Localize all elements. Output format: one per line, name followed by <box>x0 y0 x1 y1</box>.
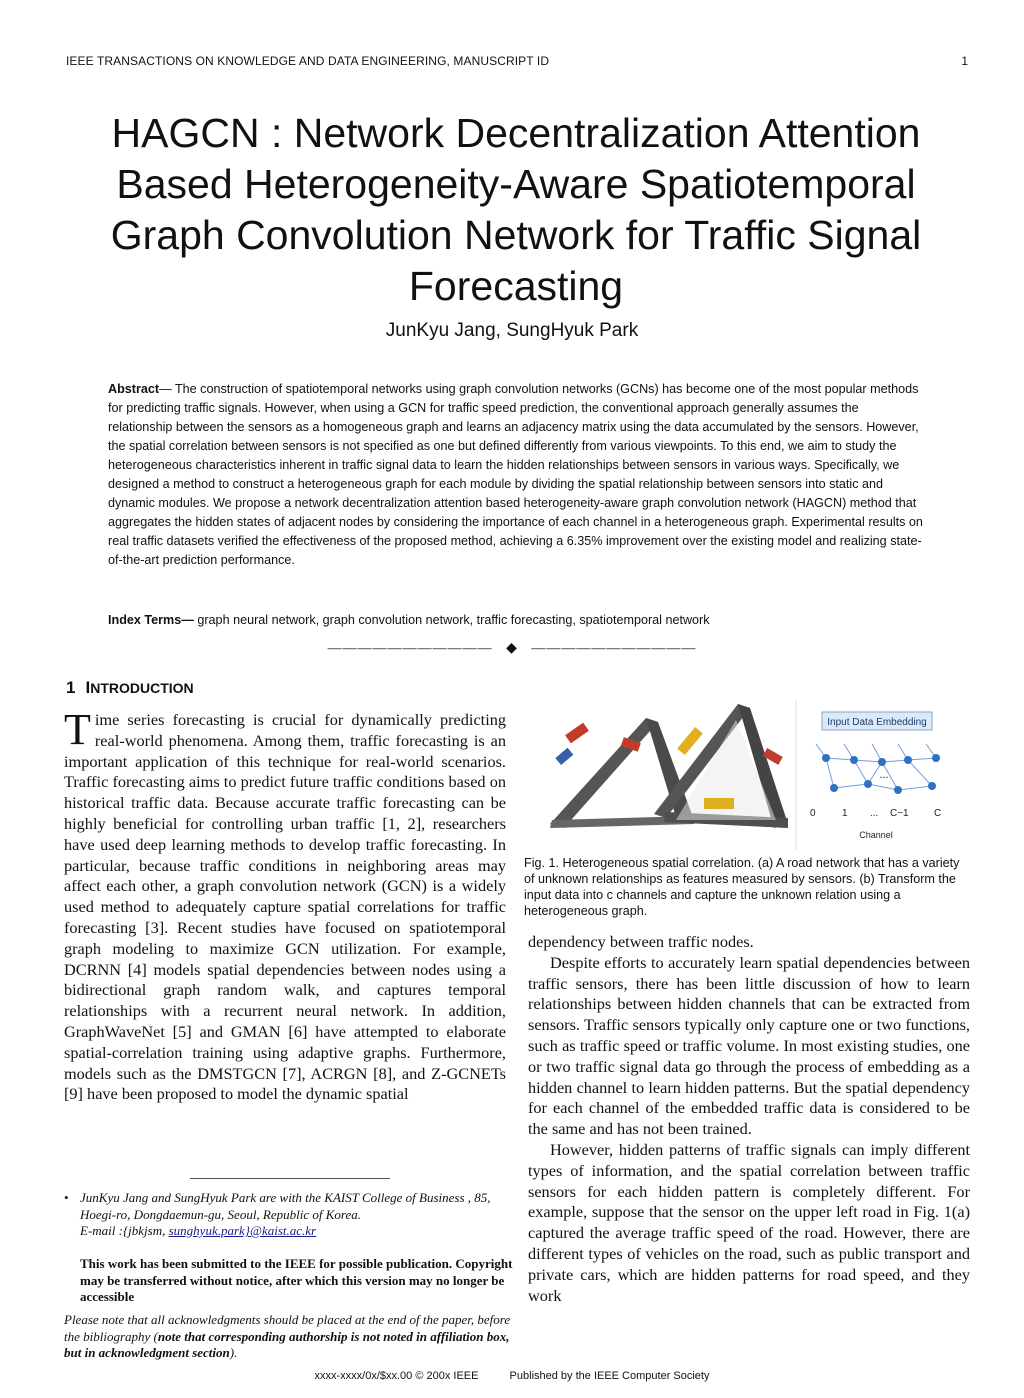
submission-notice: This work has been submitted to the IEEE for possible publication. Copyright may be transferred without notice, after which this version may no longer be accessible <box>80 1256 513 1304</box>
footnote-rule <box>190 1178 390 1179</box>
figure-1 <box>526 700 976 850</box>
graph-node <box>894 786 902 794</box>
section-number: 1 <box>66 678 76 697</box>
car-icon <box>565 723 589 744</box>
diamond-icon: ◆ <box>506 641 518 656</box>
section-heading-introduction <box>66 678 194 698</box>
footer-copyright: xxxx-xxxx/0x/$xx.00 © 200x IEEE <box>314 1370 479 1382</box>
index-terms-dash: — <box>181 613 198 627</box>
affiliation-text: JunKyu Jang and SungHyuk Park are with the KAIST College of Business , 85, Hoegi-ro, Dongdaemun-gu, Seoul, Republic of Korea. <box>80 1190 491 1222</box>
running-head: IEEE TRANSACTIONS ON KNOWLEDGE AND DATA ENGINEERING, MANUSCRIPT ID <box>66 54 550 68</box>
index-terms-label: Index Terms <box>108 613 182 627</box>
drop-cap: T <box>64 705 91 754</box>
graph-node <box>864 780 872 788</box>
ack-end: ). <box>229 1345 238 1360</box>
right-paragraph-continuation: dependency between traffic nodes. <box>528 932 754 951</box>
abstract <box>108 380 926 570</box>
bus-icon <box>677 727 703 755</box>
right-paragraph-2: Despite efforts to accurately learn spatial dependencies between traffic sensors, there has been little discussion of how to learn relationships between hidden channels that can be extracted from sensors. Traffic sensors typically only capture one or two functions, such as traffic speed or traffic volume. In most existing studies, one or two traffic signal data go through the process of embedding as a hidden channel to learn hidden patterns. But the spatial dependency for each channel of the embedded traffic data is considered to be the same and has not been trained. <box>528 952 970 1139</box>
abstract-text: The construction of spatiotemporal networks using graph convolution networks (GCNs) has become one of the most popular methods for predicting traffic signals. However, when using a GCN for traffic speed prediction, the conventional approach generally assumes the relationship between the sensors as a homogeneous graph and learns an adjacency matrix using the data accumulated by the sensors. However, the spatial correlation between sensors is not specified as one but defined differently from various viewpoints. To this end, we aim to study the heterogeneous characteristics inherent in traffic signal data to learn the hidden relationships between sensors in various ways. Specifically, we designed a method to construct a heterogeneous graph for each module by dividing the spatial relationship between sensors into static and dynamic modules. We propose a network decentralization attention based heterogeneity-aware graph convolution network (HAGCN) method that aggregates the hidden states of adjacent nodes by considering the importance of each channel in a heterogeneous graph. Experimental results on real traffic datasets verified the effectiveness of the proposed method, achieving a 6.35% improvement over the existing model and realizing state-of-the-art prediction performance. <box>108 382 923 567</box>
graph-node <box>830 784 838 792</box>
acknowledgment-note <box>64 1312 514 1362</box>
section-title-rest: NTRODUCTION <box>90 680 194 696</box>
graph-ellipsis: ... <box>879 769 889 781</box>
right-column-text <box>528 932 970 1306</box>
figure-1-caption: Fig. 1. Heterogeneous spatial correlation. (a) A road network that has a variety of unknown relationships as features measured by sensors. (b) Transform the input data into c channels and capture the unknown relation using a heterogeneous graph. <box>524 856 960 918</box>
car-icon <box>555 748 573 765</box>
graph-node <box>850 756 858 764</box>
footer-publisher: Published by the IEEE Computer Society <box>509 1370 710 1382</box>
section-divider <box>0 640 1024 657</box>
footnote-bullet: • <box>64 1190 69 1205</box>
authors: JunKyu Jang, SungHyuk Park <box>385 320 639 341</box>
index-terms-text: graph neural network, graph convolution network, traffic forecasting, spatiotemporal network <box>197 613 710 627</box>
embedding-label: Input Data Embedding <box>827 717 927 728</box>
graph-node <box>904 756 912 764</box>
ack-bold: note that corresponding authorship is not noted in affiliation box, but in acknowledgment section <box>64 1328 510 1360</box>
channel-axis-label: Channel <box>859 830 893 840</box>
page-footer <box>0 1370 1024 1382</box>
channel-tick: 0 <box>810 808 816 819</box>
intro-paragraph: ime series forecasting is crucial for dynamically predicting real-world phenomena. Among them, traffic forecasting is an important application of this technique for real-world scenarios. Traffic forecasting aims to predict future traffic conditions based on historical traffic data. Because accurate traffic forecasting can be highly beneficial for controlling urban traffic [1, 2], researchers have used deep learning methods to develop traffic forecasting. In particular, because traffic conditions in neighboring areas may affect each other, a graph convolution network (GCN) is a widely used method to adequately capture spatial correlations for traffic forecasting [3]. Recent studies have focused on spatiotemporal graph modeling to maximize GCN utilization. For example, DCRNN [4] models spatial dependencies between nodes using a bidirectional graph random walk, and captures temporal relationships with a recurrent neural network. In addition, GraphWaveNet [5] and GMAN [6] have attempted to elaborate spatial-correlation training using adaptive graphs. Furthermore, models such as the DMSTGCN [7], ACRGN [8], and Z-GCNETs [9] have been proposed to model the dynamic spatial <box>64 710 506 1104</box>
graph-node <box>878 758 886 766</box>
abstract-label: Abstract <box>108 382 160 396</box>
left-column-text <box>64 705 506 1105</box>
road-network-illustration <box>550 704 788 828</box>
divider-line-right: ——————————— <box>531 641 697 656</box>
index-terms <box>108 611 926 630</box>
section-initial: I <box>85 678 91 697</box>
ack-text: Please note that all acknowledgments should be placed at the end of the paper, before the bibliography ( <box>64 1312 511 1344</box>
right-paragraph-3: However, hidden patterns of traffic signals can imply different types of information, and the spatial correlation between traffic sensors for each hidden pattern is completely different. For example, suppose that the sensor on the upper left road in Fig. 1(a) captured the average traffic speed of the road. However, there are different types of vehicles on the road, such as public transport and private cars, which are hidden patterns for road speed, and they work <box>528 1139 970 1305</box>
bus-icon <box>704 798 734 809</box>
channel-tick: ... <box>870 808 879 819</box>
channel-tick: C <box>934 808 942 819</box>
page-number: 1 <box>961 54 968 68</box>
graph-node <box>928 782 936 790</box>
paper-title: HAGCN : Network Decentralization Attention Based Heterogeneity-Aware Spatiotemporal Graph Convolution Network for Traffic Signal Forecasting <box>110 110 922 309</box>
graph-node <box>932 754 940 762</box>
channel-tick: C−1 <box>890 808 909 819</box>
channel-tick: 1 <box>842 808 848 819</box>
divider-line-left: ——————————— <box>327 641 493 656</box>
affiliation-footnote <box>64 1190 514 1240</box>
abstract-dash: — <box>159 382 175 396</box>
figure-1-graphic <box>526 700 976 850</box>
graph-node <box>822 754 830 762</box>
channel-graph-illustration <box>810 712 941 840</box>
email-prefix: E-mail :{jbkjsm, <box>80 1223 169 1238</box>
email-link[interactable]: sunghyuk.park}@kaist.ac.kr <box>168 1223 317 1238</box>
